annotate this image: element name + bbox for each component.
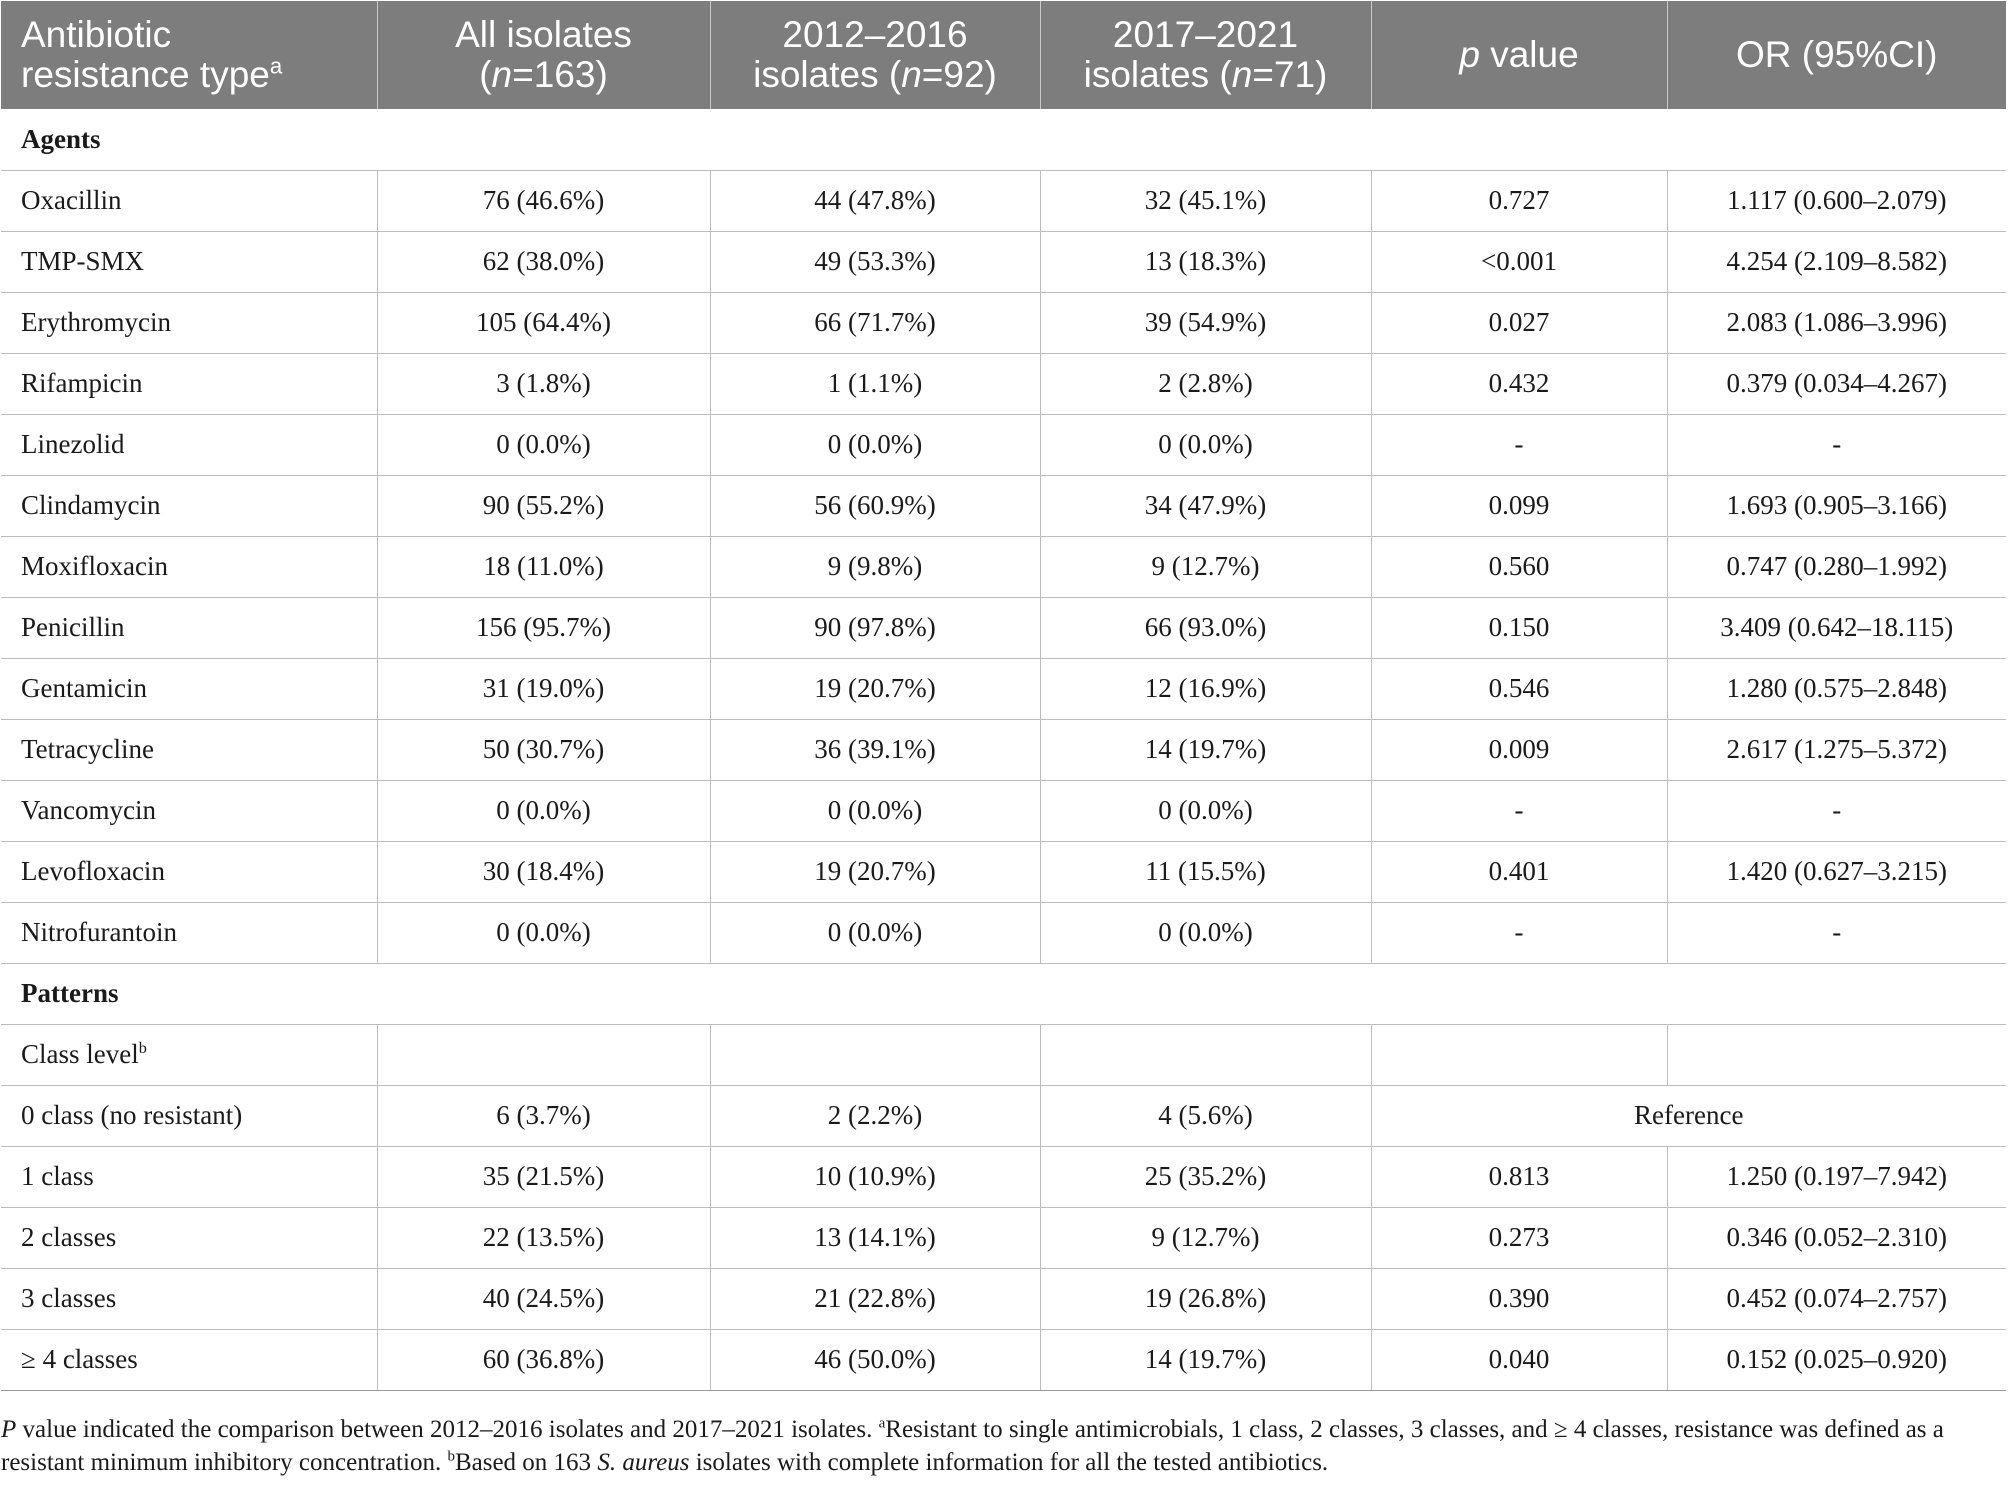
- table-cell: 30 (18.4%): [377, 841, 710, 902]
- table-row: [1, 780, 2006, 841]
- table-cell: 0.150: [1371, 597, 1667, 658]
- table-cell: 19 (26.8%): [1040, 1268, 1371, 1329]
- table-cell: Nitrofurantoin: [1, 902, 377, 963]
- table-cell: 90 (55.2%): [377, 475, 710, 536]
- table-cell: 14 (19.7%): [1040, 1329, 1371, 1390]
- table-cell: -: [1371, 414, 1667, 475]
- table-cell: 0 (0.0%): [377, 902, 710, 963]
- class-level-row: [1, 1024, 2006, 1085]
- table-cell: 2.617 (1.275–5.372): [1667, 719, 2006, 780]
- table-cell: 0.099: [1371, 475, 1667, 536]
- section-row-agents: [1, 109, 2006, 170]
- table-cell: -: [1667, 902, 2006, 963]
- table-cell: 0 (0.0%): [377, 414, 710, 475]
- table-cell: <0.001: [1371, 231, 1667, 292]
- table-cell: 18 (11.0%): [377, 536, 710, 597]
- table-cell: -: [1667, 414, 2006, 475]
- table-cell: 10 (10.9%): [710, 1146, 1040, 1207]
- table-row: [1, 719, 2006, 780]
- table-cell: 12 (16.9%): [1040, 658, 1371, 719]
- table-cell: 31 (19.0%): [377, 658, 710, 719]
- table-row: [1, 1329, 2006, 1390]
- table-cell: 0.747 (0.280–1.992): [1667, 536, 2006, 597]
- table-cell: 4.254 (2.109–8.582): [1667, 231, 2006, 292]
- table-cell: 19 (20.7%): [710, 658, 1040, 719]
- table-cell: 66 (93.0%): [1040, 597, 1371, 658]
- table-cell: 60 (36.8%): [377, 1329, 710, 1390]
- table-cell: 19 (20.7%): [710, 841, 1040, 902]
- table-cell: 3.409 (0.642–18.115): [1667, 597, 2006, 658]
- table-cell: Tetracycline: [1, 719, 377, 780]
- table-cell: 49 (53.3%): [710, 231, 1040, 292]
- class-level-label: Class level$^b$: [1, 1024, 377, 1085]
- table-row: [1, 597, 2006, 658]
- table-footnote: P value indicated the comparison between 2012–2016 isolates and 2017–2021 isolates. $^a$Resistant to single antimicrobials, 1 class, 2 classes, 3 classes, and ≥ 4 classes, resistance was defined as a resistant minimum inhibitory concentration. $^b$Based on 163 S. aureus isolates with complete information for all the tested antibiotics.: [1, 1415, 1944, 1476]
- table-cell: 0 (0.0%): [710, 902, 1040, 963]
- table-cell: -: [1371, 902, 1667, 963]
- table-row: [1, 536, 2006, 597]
- table-cell: 39 (54.9%): [1040, 292, 1371, 353]
- section-row-patterns: [1, 963, 2006, 1024]
- table-container: [1, 1, 2006, 1391]
- table-cell: 9 (12.7%): [1040, 1207, 1371, 1268]
- table-cell: 1.250 (0.197–7.942): [1667, 1146, 2006, 1207]
- table-cell: 62 (38.0%): [377, 231, 710, 292]
- table-cell: 22 (13.5%): [377, 1207, 710, 1268]
- table-cell: 35 (21.5%): [377, 1146, 710, 1207]
- table-cell: 1 class: [1, 1146, 377, 1207]
- table-cell: 66 (71.7%): [710, 292, 1040, 353]
- header-2012-2016: 2012–2016 isolates (n=92): [710, 1, 1040, 109]
- table-cell: Penicillin: [1, 597, 377, 658]
- table-cell: 50 (30.7%): [377, 719, 710, 780]
- table-cell: 0 (0.0%): [1040, 902, 1371, 963]
- table-cell: 44 (47.8%): [710, 170, 1040, 231]
- table-cell: 0 (0.0%): [1040, 414, 1371, 475]
- table-cell: 0.379 (0.034–4.267): [1667, 353, 2006, 414]
- table-body: [1, 109, 2006, 1390]
- section-label-agents: Agents: [1, 109, 2006, 170]
- resistance-table: [1, 1, 2006, 1391]
- table-row: [1, 170, 2006, 231]
- header-2017-2021: 2017–2021 isolates (n=71): [1040, 1, 1371, 109]
- table-cell: 36 (39.1%): [710, 719, 1040, 780]
- table-cell: 11 (15.5%): [1040, 841, 1371, 902]
- table-cell: -: [1371, 780, 1667, 841]
- table-cell: 0.152 (0.025–0.920): [1667, 1329, 2006, 1390]
- table-cell: Linezolid: [1, 414, 377, 475]
- table-cell: 0 (0.0%): [1040, 780, 1371, 841]
- table-cell: 1.117 (0.600–2.079): [1667, 170, 2006, 231]
- table-cell: [1371, 1024, 1667, 1085]
- table-cell: 0.027: [1371, 292, 1667, 353]
- table-cell: ≥ 4 classes: [1, 1329, 377, 1390]
- table-header: [1, 1, 2006, 109]
- table-cell: Levofloxacin: [1, 841, 377, 902]
- table-cell: Moxifloxacin: [1, 536, 377, 597]
- table-cell: 0.273: [1371, 1207, 1667, 1268]
- table-cell: 76 (46.6%): [377, 170, 710, 231]
- table-row: [1, 475, 2006, 536]
- table-cell: 3 (1.8%): [377, 353, 710, 414]
- table-cell: 0.009: [1371, 719, 1667, 780]
- header-all-isolates: All isolates (n=163): [377, 1, 710, 109]
- table-cell: 0 (0.0%): [710, 780, 1040, 841]
- table-cell: 0 class (no resistant): [1, 1085, 377, 1146]
- table-cell: 9 (12.7%): [1040, 536, 1371, 597]
- table-cell: 13 (18.3%): [1040, 231, 1371, 292]
- table-cell: 4 (5.6%): [1040, 1085, 1371, 1146]
- table-cell: 0.546: [1371, 658, 1667, 719]
- table-row: [1, 1268, 2006, 1329]
- table-cell: Clindamycin: [1, 475, 377, 536]
- header-p-value: p value: [1371, 1, 1667, 109]
- table-cell: 0.401: [1371, 841, 1667, 902]
- header-odds-ratio: OR (95%CI): [1667, 1, 2006, 109]
- header-resistance-type: Antibiotic resistance type$^a$: [1, 1, 377, 109]
- table-cell: 1.280 (0.575–2.848): [1667, 658, 2006, 719]
- table-row: [1, 292, 2006, 353]
- table-cell: 0.452 (0.074–2.757): [1667, 1268, 2006, 1329]
- table-cell: 0.432: [1371, 353, 1667, 414]
- table-cell: Gentamicin: [1, 658, 377, 719]
- table-cell: 0.040: [1371, 1329, 1667, 1390]
- table-cell: TMP-SMX: [1, 231, 377, 292]
- table-cell: 6 (3.7%): [377, 1085, 710, 1146]
- table-cell: 0.727: [1371, 170, 1667, 231]
- table-cell: 0.560: [1371, 536, 1667, 597]
- table-cell: 32 (45.1%): [1040, 170, 1371, 231]
- reference-row: [1, 1085, 2006, 1146]
- table-cell: 2 (2.8%): [1040, 353, 1371, 414]
- table-row: [1, 1207, 2006, 1268]
- table-cell: 25 (35.2%): [1040, 1146, 1371, 1207]
- table-cell: 156 (95.7%): [377, 597, 710, 658]
- table-cell: 2 classes: [1, 1207, 377, 1268]
- table-row: [1, 414, 2006, 475]
- table-cell: 105 (64.4%): [377, 292, 710, 353]
- table-row: [1, 1146, 2006, 1207]
- table-row: [1, 841, 2006, 902]
- table-cell: 9 (9.8%): [710, 536, 1040, 597]
- table-row: [1, 658, 2006, 719]
- table-cell: [377, 1024, 710, 1085]
- table-row: [1, 231, 2006, 292]
- table-cell: -: [1667, 780, 2006, 841]
- table-cell: 2.083 (1.086–3.996): [1667, 292, 2006, 353]
- table-row: [1, 902, 2006, 963]
- table-cell: [1040, 1024, 1371, 1085]
- reference-label: Reference: [1371, 1085, 2006, 1146]
- table-cell: 13 (14.1%): [710, 1207, 1040, 1268]
- table-cell: 34 (47.9%): [1040, 475, 1371, 536]
- table-cell: 0 (0.0%): [377, 780, 710, 841]
- table-cell: 2 (2.2%): [710, 1085, 1040, 1146]
- table-cell: 3 classes: [1, 1268, 377, 1329]
- table-cell: [710, 1024, 1040, 1085]
- table-cell: 14 (19.7%): [1040, 719, 1371, 780]
- table-cell: 1 (1.1%): [710, 353, 1040, 414]
- table-cell: 1.420 (0.627–3.215): [1667, 841, 2006, 902]
- table-cell: Erythromycin: [1, 292, 377, 353]
- table-cell: 40 (24.5%): [377, 1268, 710, 1329]
- table-cell: [1667, 1024, 2006, 1085]
- table-cell: Oxacillin: [1, 170, 377, 231]
- table-cell: 56 (60.9%): [710, 475, 1040, 536]
- table-row: [1, 353, 2006, 414]
- table-cell: 90 (97.8%): [710, 597, 1040, 658]
- table-cell: 1.693 (0.905–3.166): [1667, 475, 2006, 536]
- table-cell: 0.390: [1371, 1268, 1667, 1329]
- table-cell: 0 (0.0%): [710, 414, 1040, 475]
- section-label-patterns: Patterns: [1, 963, 2006, 1024]
- table-cell: Rifampicin: [1, 353, 377, 414]
- table-cell: 0.346 (0.052–2.310): [1667, 1207, 2006, 1268]
- table-cell: 0.813: [1371, 1146, 1667, 1207]
- table-cell: Vancomycin: [1, 780, 377, 841]
- table-cell: 21 (22.8%): [710, 1268, 1040, 1329]
- table-cell: 46 (50.0%): [710, 1329, 1040, 1390]
